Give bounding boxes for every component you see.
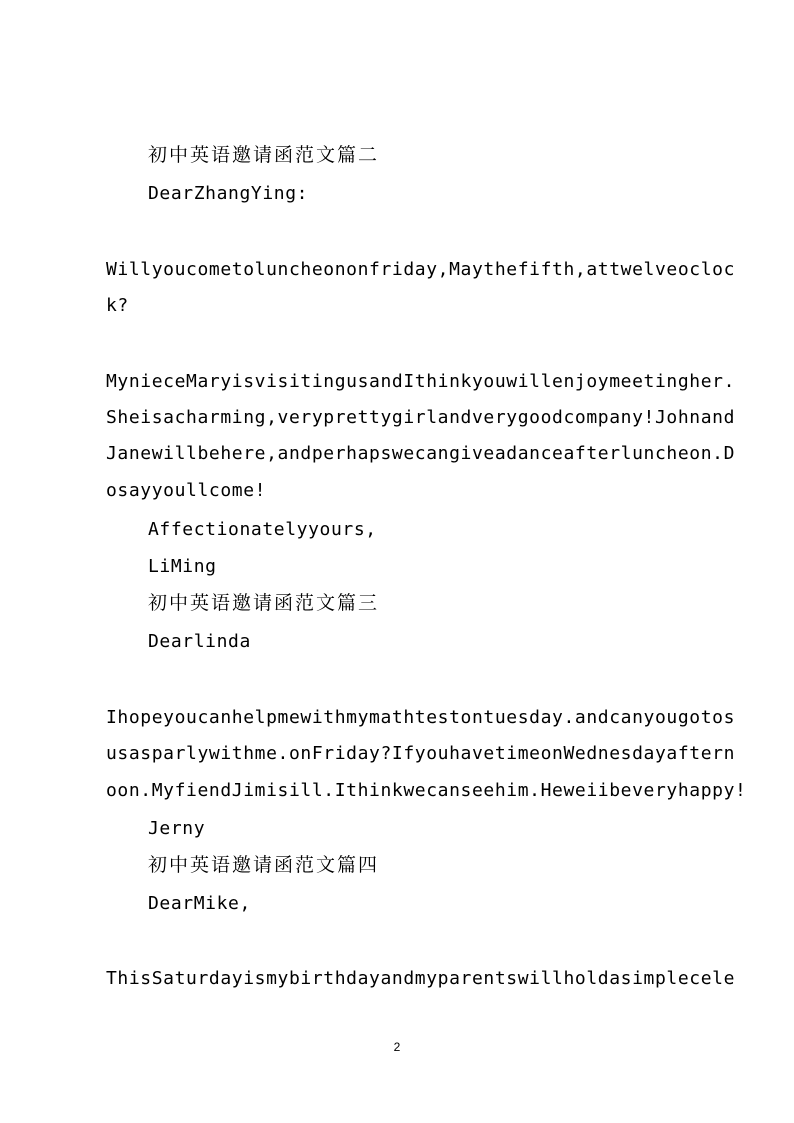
paragraph-line: usasparlywithme.onFriday?IfyouhavetimeonWednesdayaftern (106, 743, 736, 764)
salutation-zhangying: DearZhangYing: (148, 183, 309, 204)
paragraph-line: Sheisacharming,veryprettygirlandverygoodcompany!Johnand (106, 407, 736, 428)
paragraph-line: Janewillbehere,andperhapswecangiveadanceafterluncheon.D (106, 443, 736, 464)
paragraph-line: Ihopeyoucanhelpmewithmymathtestontuesday.andcanyougotos (106, 707, 736, 728)
paragraph-line: MynieceMaryisvisitingusandIthinkyouwillenjoymeetingher. (106, 371, 736, 392)
paragraph-line: osayyoullcome! (106, 480, 267, 501)
salutation-linda: Dearlinda (148, 631, 251, 652)
section-heading-3: 初中英语邀请函范文篇三 (148, 592, 380, 614)
page-number: 2 (393, 1040, 401, 1054)
paragraph-line: oon.MyfiendJimisill.Ithinkwecanseehim.Heweiibeveryhappy! (106, 780, 747, 801)
paragraph-line: k? (106, 295, 129, 316)
section-heading-2: 初中英语邀请函范文篇二 (148, 144, 380, 166)
paragraph-line: Willyoucometoluncheononfriday,Maythefifth,attwelveocloc (106, 259, 736, 280)
salutation-mike: DearMike, (148, 893, 251, 914)
signature-jerny: Jerny (148, 818, 206, 839)
closing-line: Affectionatelyyours, (148, 519, 377, 540)
section-heading-4: 初中英语邀请函范文篇四 (148, 854, 380, 876)
paragraph-line: ThisSaturdayismybirthdayandmyparentswillholdasimplecele (106, 968, 736, 989)
signature-liming: LiMing (148, 556, 217, 577)
